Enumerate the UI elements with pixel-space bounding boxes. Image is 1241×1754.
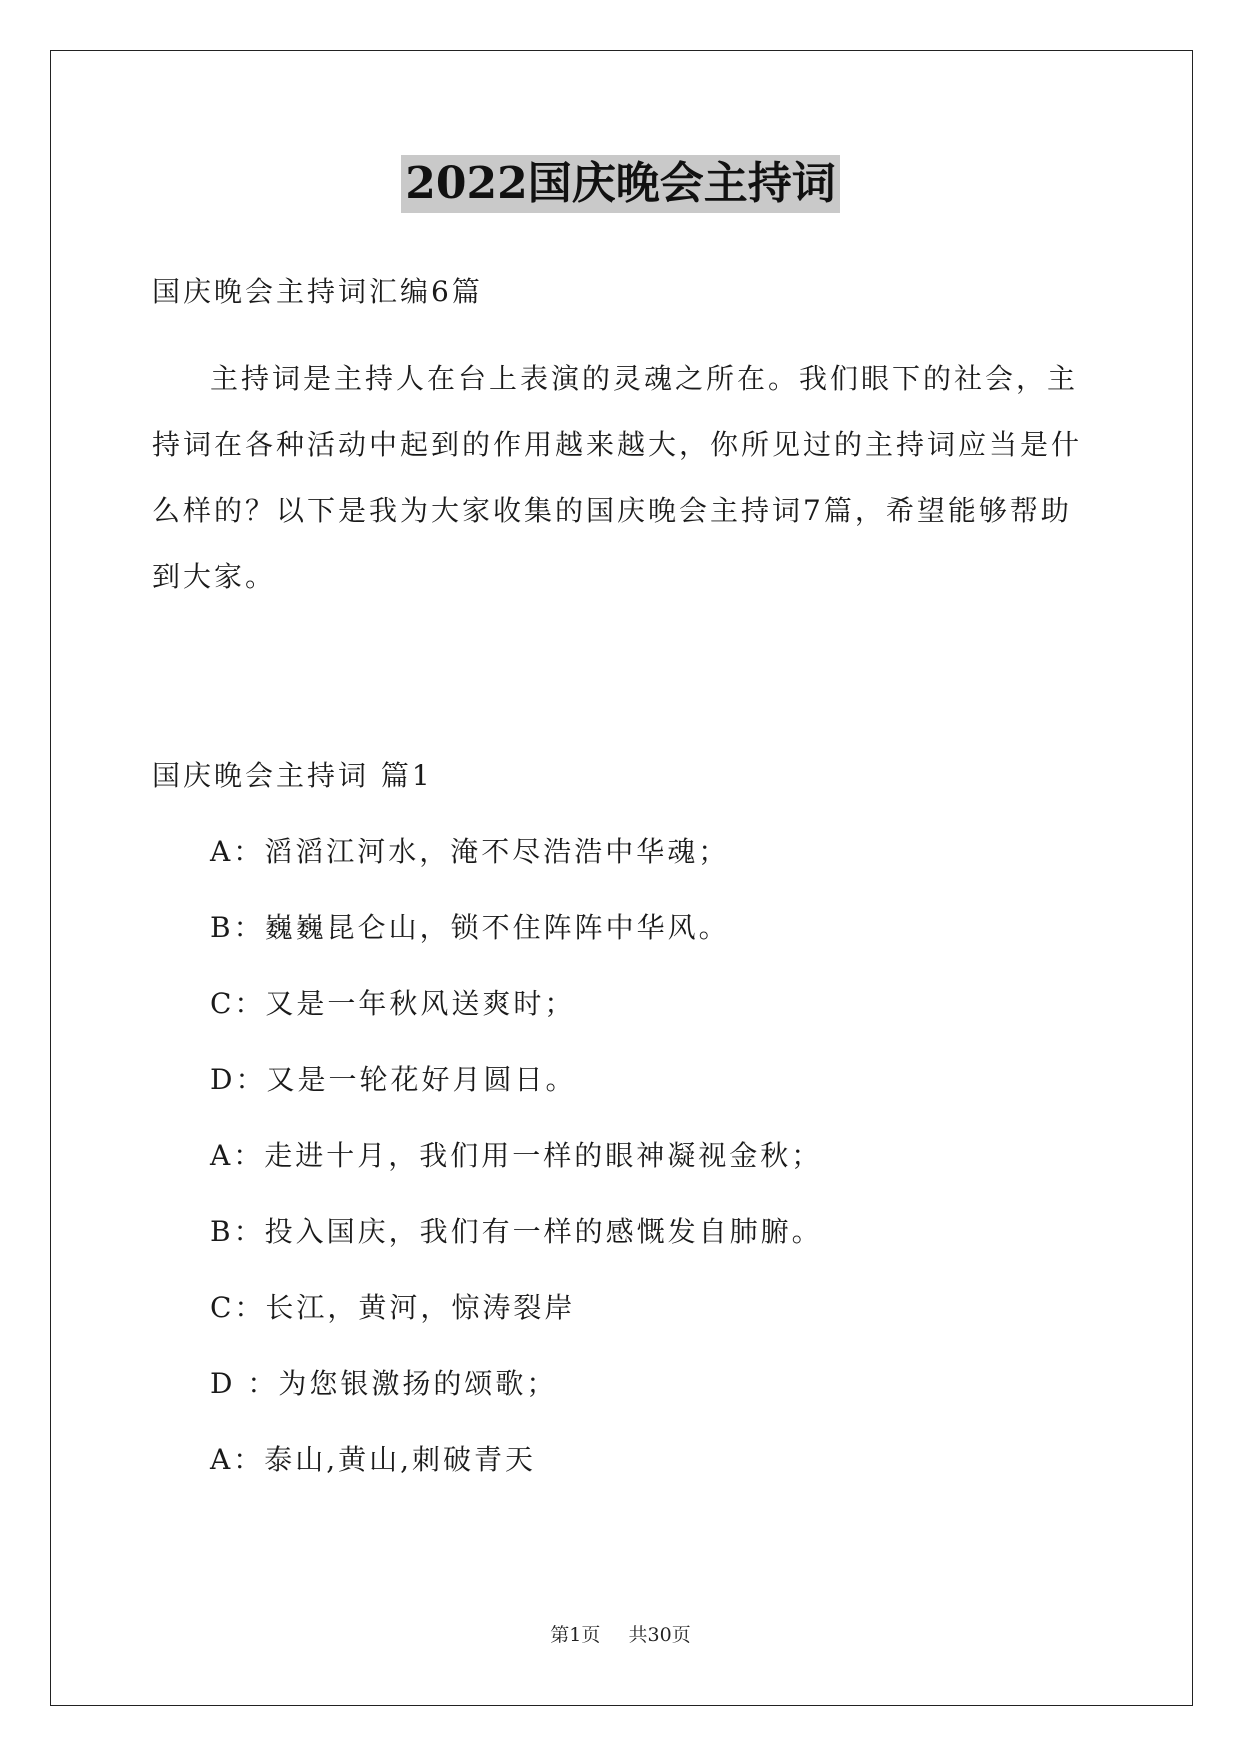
intro-paragraph: 主持词是主持人在台上表演的灵魂之所在。我们眼下的社会，主持词在各种活动中起到的作用越来越大，你所见过的主持词应当是什么样的？以下是我为大家收集的国庆晚会主持词7篇，希望能够帮助到大家。 bbox=[152, 362, 1083, 593]
section-heading: 国庆晚会主持词 篇1 bbox=[152, 759, 433, 792]
page-number: 第1页 bbox=[550, 1624, 601, 1646]
title-container bbox=[0, 155, 1241, 213]
dialogue-line: D ：为您银激扬的颂歌； bbox=[210, 1367, 558, 1400]
dialogue-line: A：泰山,黄山,刺破青天 bbox=[210, 1443, 537, 1476]
dialogue-line: C：长江，黄河，惊涛裂岸 bbox=[210, 1291, 576, 1324]
document-title: 2022国庆晚会主持词 bbox=[401, 155, 839, 213]
dialogue-line: C：又是一年秋风送爽时； bbox=[210, 987, 576, 1020]
dialogue-line: D：又是一轮花好月圆日。 bbox=[210, 1063, 577, 1096]
intro-section bbox=[152, 346, 1092, 610]
dialogue-line: B：巍巍昆仑山，锁不住阵阵中华风。 bbox=[210, 911, 730, 944]
dialogue-line: A：滔滔江河水，淹不尽浩浩中华魂； bbox=[210, 835, 730, 868]
dialogue-line: A：走进十月，我们用一样的眼神凝视金秋； bbox=[210, 1139, 823, 1172]
dialogue-line: B：投入国庆，我们有一样的感慨发自肺腑。 bbox=[210, 1215, 823, 1248]
document-subtitle: 国庆晚会主持词汇编6篇 bbox=[152, 275, 483, 308]
page-total: 共30页 bbox=[628, 1624, 691, 1646]
page-footer bbox=[0, 1620, 1241, 1647]
